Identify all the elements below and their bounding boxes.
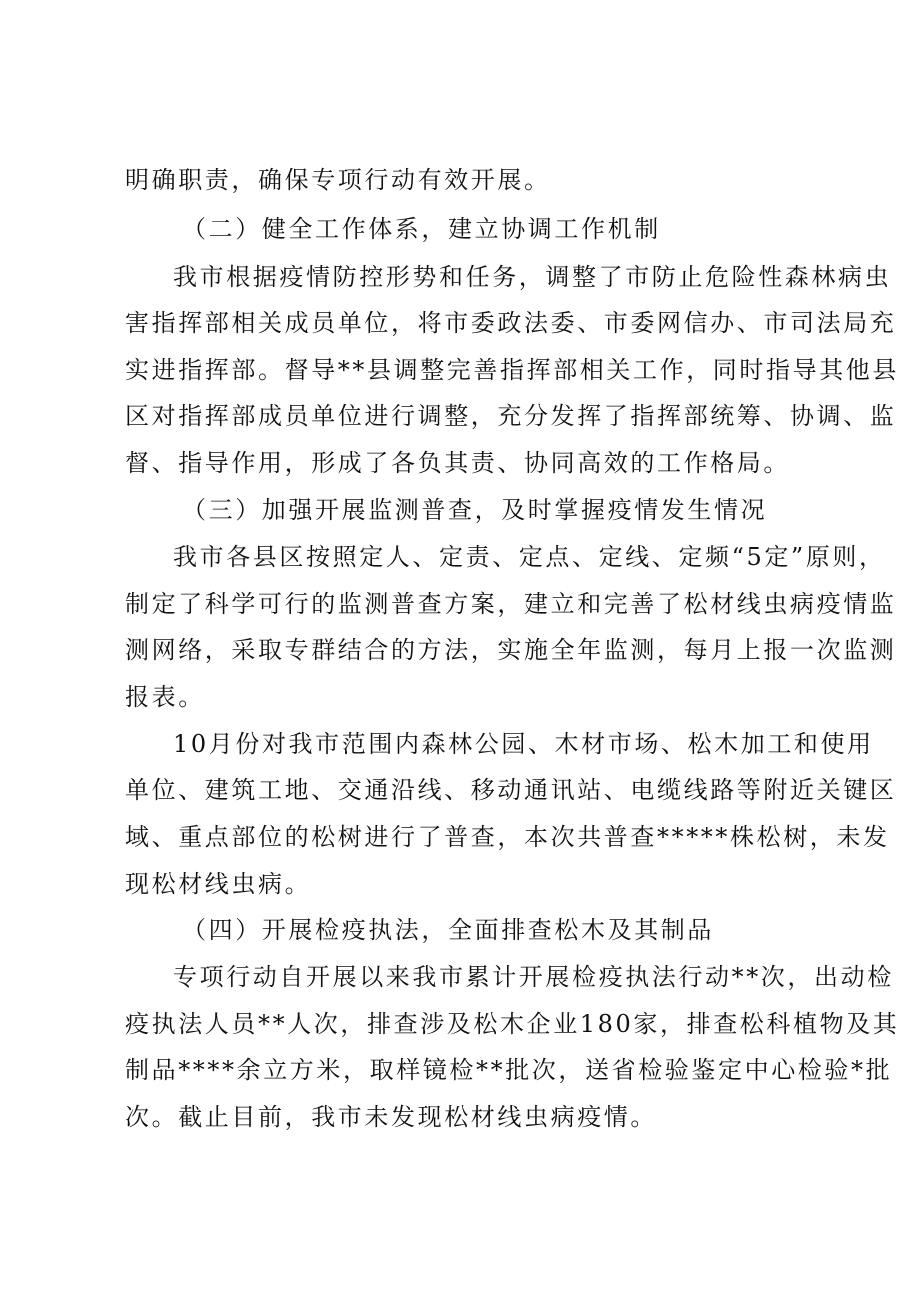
paragraph-line: 督、指导作用，形成了各负其责、协同高效的工作格局。 [125, 449, 790, 477]
paragraph-line: 区对指挥部成员单位进行调整，充分发挥了指挥部统筹、协调、监 [125, 402, 897, 430]
section-heading-2: （二）健全工作体系，建立协调工作机制 [182, 215, 661, 243]
paragraph-line: 制品****余立方米，取样镜检**批次，送省检验鉴定中心检验*批 [125, 1056, 893, 1084]
paragraph-line: 制定了科学可行的监测普查方案，建立和完善了松材线虫病疫情监 [125, 590, 897, 618]
paragraph-line: 我市各县区按照定人、定责、定点、定线、定频“5定”原则， [173, 543, 886, 571]
paragraph-line: 专项行动自开展以来我市累计开展检疫执法行动**次，出动检 [173, 963, 894, 991]
paragraph-line: 次。截止目前，我市未发现松材线虫病疫情。 [125, 1103, 657, 1131]
paragraph-line: 害指挥部相关成员单位，将市委政法委、市委网信办、市司法局充 [125, 309, 897, 337]
paragraph-line: 10月份对我市范围内森林公园、木材市场、松木加工和使用 [173, 730, 874, 758]
paragraph-line: 实进指挥部。督导**县调整完善指挥部相关工作，同时指导其他县 [125, 356, 899, 384]
paragraph-line: 测网络，采取专群结合的方法，实施全年监测，每月上报一次监测 [125, 636, 897, 664]
paragraph-line: 我市根据疫情防控形势和任务，调整了市防止危险性森林病虫 [173, 263, 892, 291]
paragraph-line: 现松材线虫病。 [125, 870, 312, 898]
paragraph-line: 报表。 [125, 683, 205, 711]
paragraph-line: 疫执法人员**人次，排查涉及松木企业180家，排查松科植物及其 [125, 1010, 900, 1038]
section-heading-4: （四）开展检疫执法，全面排查松木及其制品 [182, 916, 714, 944]
section-heading-3: （三）加强开展监测普查，及时掌握疫情发生情况 [182, 496, 768, 524]
paragraph-line: 明确职责，确保专项行动有效开展。 [125, 166, 551, 194]
paragraph-line: 域、重点部位的松树进行了普查，本次共普查*****株松树，未发 [125, 823, 890, 851]
paragraph-line: 单位、建筑工地、交通沿线、移动通讯站、电缆线路等附近关键区 [125, 776, 897, 804]
